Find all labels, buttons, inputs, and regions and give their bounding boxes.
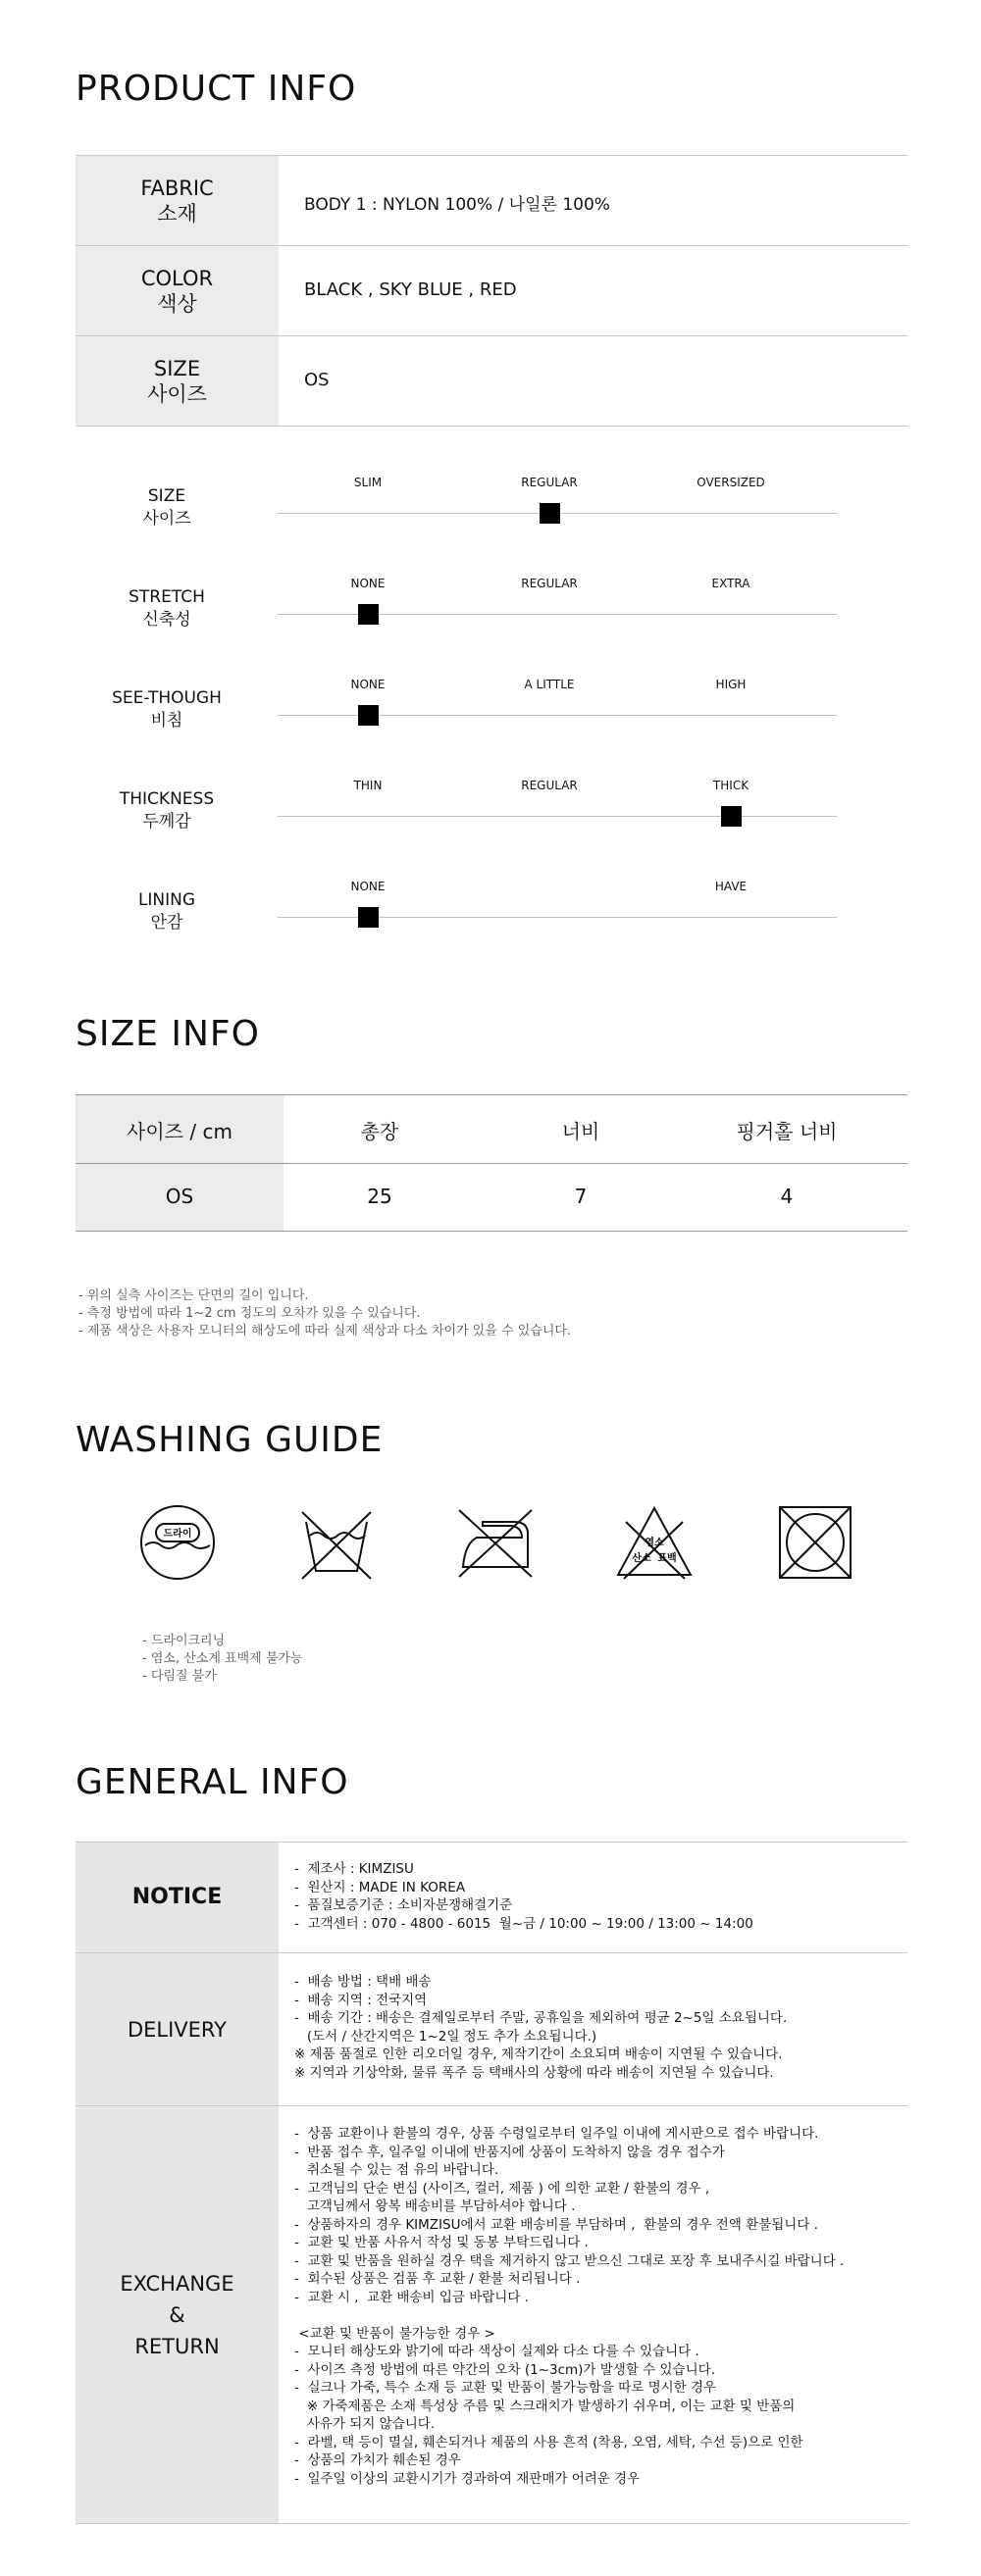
- scale-label-kr: 사이즈: [142, 509, 191, 529]
- scale-marker: [540, 503, 560, 524]
- info-line: - 원산지 : MADE IN KOREA: [294, 1879, 466, 1895]
- size-notes: [78, 1288, 571, 1340]
- info-line: - 실크나 가죽, 특수 소재 등 교환 및 반품이 불가능함을 따로 명시한 경우: [294, 2380, 717, 2396]
- scale-label-en: THICKNESS: [119, 789, 215, 809]
- notice-header: [76, 1843, 279, 1952]
- bleach-chlorine-text: 염소: [645, 1538, 664, 1548]
- info-line: - 배송 방법 : 택배 배송: [294, 1974, 432, 1990]
- delivery-body: [294, 1973, 903, 2082]
- general-info-title: GENERAL INFO: [76, 1762, 349, 1802]
- scale-label-en: SIZE: [147, 486, 186, 506]
- color-label-en: COLOR: [140, 266, 214, 290]
- size-table-cell: 7: [574, 1185, 588, 1208]
- scale-label-kr: 두께감: [142, 812, 191, 832]
- info-line: - 반품 접수 후, 일주일 이내에 반품지에 상품이 도착하지 않을 경우 접수가: [294, 2144, 725, 2160]
- washing-note: - 염소, 산소계 표백제 불가능: [142, 1651, 303, 1666]
- fabric-value: BODY 1 : NYLON 100% / 나일론 100%: [304, 195, 610, 215]
- scale-tick-label: NONE: [350, 577, 386, 590]
- washing-notes: [142, 1633, 303, 1686]
- info-line: - 교환 및 반품 사유서 작성 및 동봉 부탁드립니다 .: [294, 2235, 589, 2250]
- scale-label: [88, 586, 245, 631]
- info-line: - 고객님의 단순 변심 (사이즈, 컬러, 제품 ) 에 의한 교환 / 환불의 경우 ,: [294, 2180, 710, 2197]
- info-line: - 일주일 이상의 교환시기가 경과하여 재판매가 어려운 경우: [294, 2470, 641, 2487]
- info-line: - 배송 지역 : 전국지역: [294, 1992, 428, 2008]
- divider: [76, 2523, 907, 2524]
- size-table-cell: 4: [780, 1185, 794, 1208]
- delivery-label: DELIVERY: [127, 2017, 228, 2042]
- dry-clean-text: 드라이: [163, 1529, 192, 1540]
- info-line: <교환 및 반품이 불가능한 경우 >: [294, 2325, 495, 2342]
- no-bleach-icon: [612, 1500, 697, 1585]
- scale-label-kr: 안감: [150, 913, 183, 933]
- size-note: - 제품 색상은 사용자 모니터의 해상도에 따라 실제 색상과 다소 차이가 있을 수 있습니다.: [78, 1324, 572, 1339]
- exchange-return-body: [294, 2125, 903, 2488]
- scale-tick-label: SLIM: [353, 476, 383, 489]
- scale-label: [88, 485, 245, 530]
- size-info-title: SIZE INFO: [76, 1014, 260, 1054]
- info-line: - 배송 기간 : 배송은 결제일로부터 주말, 공휴일을 제외하여 평균 2~5일 소요됩니다.: [294, 2010, 788, 2026]
- size-label-en: SIZE: [153, 356, 201, 380]
- no-tumble-dry-icon: [773, 1500, 857, 1585]
- color-label-kr: 색상: [157, 291, 197, 316]
- notice-body: [294, 1860, 903, 1933]
- exchange-return-header: [76, 2106, 279, 2523]
- scale-tick-label: REGULAR: [521, 577, 578, 590]
- bleach-oxygen-text: 산소: [632, 1553, 651, 1564]
- washing-note: - 드라이크리닝: [142, 1634, 226, 1648]
- scale-tick-label: THICK: [712, 779, 749, 792]
- scale-tick-label: HAVE: [714, 880, 748, 893]
- scale-tick-label: NONE: [350, 678, 386, 691]
- no-wash-icon: [294, 1500, 379, 1585]
- scale-marker: [358, 604, 379, 625]
- scale-marker: [358, 705, 379, 726]
- info-line: (도서 / 산간지역은 1~2일 정도 추가 소요됩니다.): [294, 2028, 597, 2045]
- info-line: ※ 제품 품절로 인한 리오더일 경우, 제작기간이 소요되며 배송이 지연될 수 있습니다.: [294, 2046, 783, 2062]
- scale-tick-label: REGULAR: [521, 476, 578, 489]
- scale-line: [278, 816, 837, 817]
- size-table-header: 너비: [561, 1120, 600, 1143]
- info-line: - 사이즈 측정 방법에 따른 약간의 오차 (1~3cm)가 발생할 수 있습니다.: [294, 2361, 715, 2378]
- scale-label: [88, 687, 245, 732]
- return-label: RETURN: [134, 2334, 220, 2358]
- info-line: - 교환 시 , 교환 배송비 입금 바랍니다 .: [294, 2289, 529, 2305]
- size-note: - 측정 방법에 따라 1~2 cm 정도의 오차가 있을 수 있습니다.: [78, 1306, 421, 1321]
- size-label-kr: 사이즈: [147, 381, 207, 406]
- color-header: [76, 246, 279, 335]
- info-line: - 모니터 해상도와 밝기에 따라 색상이 실제와 다소 다를 수 있습니다 .: [294, 2344, 699, 2359]
- scale-label-kr: 비침: [150, 711, 183, 731]
- exchange-label: EXCHANGE: [120, 2271, 234, 2296]
- info-line: - 제조사 : KIMZISU: [294, 1861, 414, 1877]
- info-line: 사유가 되지 않습니다.: [294, 2416, 436, 2432]
- scale-label-en: STRETCH: [129, 587, 205, 607]
- scale-tick-label: THIN: [353, 779, 383, 792]
- dry-clean-icon: [135, 1500, 220, 1585]
- color-value: BLACK , SKY BLUE , RED: [304, 279, 517, 300]
- scale-label: [88, 889, 245, 934]
- info-line: - 상품하자의 경우 KIMZISU에서 교환 배송비를 부담하며 , 환불의 경우 전액 환불됩니다 .: [294, 2216, 818, 2233]
- size-note: - 위의 실측 사이즈는 단면의 길이 입니다.: [78, 1288, 309, 1303]
- scale-tick-label: OVERSIZED: [697, 476, 765, 489]
- scale-tick-label: HIGH: [715, 678, 747, 691]
- info-line: - 상품 교환이나 환불의 경우, 상품 수령일로부터 일주일 이내에 게시판으로 접수 바랍니다.: [294, 2126, 819, 2142]
- info-line: 고객님께서 왕복 배송비를 부담하셔야 합니다 .: [294, 2198, 576, 2214]
- fabric-label-en: FABRIC: [140, 176, 214, 200]
- info-line: - 교환 및 반품을 원하실 경우 택을 제거하지 않고 받으신 그대로 포장 후 보내주시길 바랍니다 .: [294, 2252, 845, 2269]
- scale-tick-label: A LITTLE: [524, 678, 575, 691]
- size-table-header: 사이즈 / cm: [127, 1120, 232, 1143]
- size-table-header: 핑거홀 너비: [736, 1120, 838, 1143]
- size-table-cell: OS: [165, 1185, 194, 1208]
- delivery-header: [76, 1953, 279, 2105]
- info-line: 취소될 수 있는 점 유의 바랍니다.: [294, 2162, 499, 2178]
- size-header: [76, 336, 279, 426]
- scale-tick-label: NONE: [350, 880, 386, 893]
- bleach-text: 표백: [657, 1553, 677, 1564]
- fabric-header: [76, 156, 279, 245]
- info-line: [294, 2306, 903, 2325]
- ampersand-label: &: [169, 2302, 185, 2327]
- size-table-cell: 25: [367, 1185, 392, 1208]
- scale-label: [88, 788, 245, 833]
- washing-note: - 다림질 불가: [142, 1669, 217, 1684]
- size-table-bottom-border: [76, 1231, 907, 1232]
- product-info-title: PRODUCT INFO: [76, 69, 357, 109]
- scale-tick-label: EXTRA: [711, 577, 750, 590]
- scale-label-en: SEE-THOUGH: [112, 688, 222, 708]
- info-line: ※ 가죽제품은 소재 특성상 주름 및 스크래치가 발생하기 쉬우며, 이는 교환 및 반품의: [294, 2398, 796, 2414]
- size-table: [76, 1094, 907, 1232]
- scale-marker: [721, 806, 742, 827]
- size-table-header: 총장: [360, 1120, 399, 1143]
- no-iron-icon: [453, 1500, 538, 1585]
- scale-marker: [358, 907, 379, 928]
- scale-tick-label: REGULAR: [521, 779, 578, 792]
- info-line: - 품질보증기준 : 소비자분쟁해결기준: [294, 1897, 513, 1913]
- divider: [76, 426, 907, 427]
- info-line: - 상품의 가치가 훼손된 경우: [294, 2452, 461, 2468]
- notice-label: NOTICE: [131, 1885, 223, 1909]
- scale-label-en: LINING: [137, 890, 196, 910]
- washing-guide-title: WASHING GUIDE: [76, 1420, 384, 1460]
- fabric-label-kr: 소재: [157, 201, 197, 226]
- info-line: - 고객센터 : 070 - 4800 - 6015 월~금 / 10:00 ~ 19:00 / 13:00 ~ 14:00: [294, 1915, 753, 1932]
- info-line: ※ 지역과 기상악화, 물류 폭주 등 택배사의 상황에 따라 배송이 지연될 수 있습니다.: [294, 2064, 774, 2081]
- scale-label-kr: 신축성: [142, 610, 191, 630]
- size-value: OS: [304, 370, 330, 390]
- info-line: - 라벨, 택 등이 멸실, 훼손되거나 제품의 사용 흔적 (착용, 오염, 세탁, 수선 등)으로 인한: [294, 2434, 803, 2450]
- info-line: - 회수된 상품은 검품 후 교환 / 환불 처리됩니다 .: [294, 2271, 581, 2287]
